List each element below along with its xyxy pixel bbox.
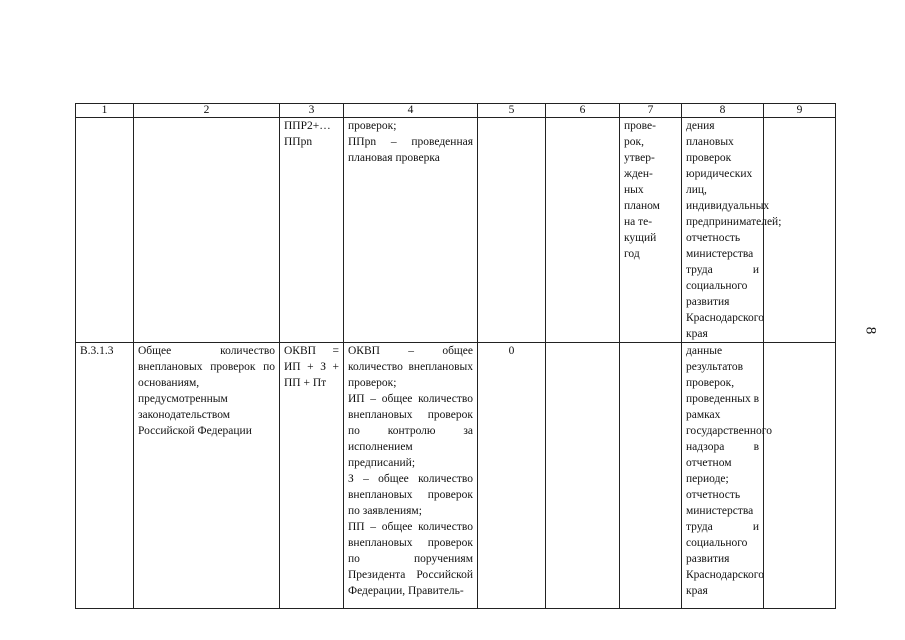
header-col-4: 4 <box>344 104 478 118</box>
header-row <box>76 104 836 118</box>
cell-code: В.3.1.3 <box>76 343 134 609</box>
cell-col-9 <box>764 343 836 609</box>
cell-col-9 <box>764 118 836 343</box>
table-row <box>76 118 836 343</box>
cell-formula: ППР2+… ППрn <box>280 118 344 343</box>
header-col-2: 2 <box>134 104 280 118</box>
cell-value <box>478 118 546 343</box>
cell-col-6 <box>546 118 620 343</box>
cell-data-source: данные результатов проверок, проведенных в рамках государственного надзора в отчетном периоде; отчетность министерства труда и социального развития Краснодарского края <box>682 343 764 609</box>
header-col-9: 9 <box>764 104 836 118</box>
cell-code <box>76 118 134 343</box>
cell-indicator-name: Общее количество внеплановых проверок по основаниям, предусмотренным законодательством Российской Федерации <box>134 343 280 609</box>
cell-col-7: прове- рок, утвер- жден- ных планом на те- кущий год <box>620 118 682 343</box>
cell-value: 0 <box>478 343 546 609</box>
page-number: 8 <box>862 326 879 335</box>
header-col-5: 5 <box>478 104 546 118</box>
cell-formula: ОКВП = ИП + З + ПП + Пт <box>280 343 344 609</box>
cell-col-6 <box>546 343 620 609</box>
cell-data-source: дения плановых проверок юридических лиц, индивидуальных предпринимателей; отчетность министерства труда и социального развития Краснодарского края <box>682 118 764 343</box>
header-col-7: 7 <box>620 104 682 118</box>
cell-col-7 <box>620 343 682 609</box>
cell-formula-description: ОКВП – общее количество внеплановых проверок; ИП – общее количество внеплановых проверок по контролю за исполнением предписаний; З – общее количество внеплановых проверок по заявлениям; ПП – общее количество внеплановых проверок по поручениям Президента Российской Федерации, Правитель- <box>344 343 478 609</box>
indicator-table <box>75 103 836 609</box>
header-col-3: 3 <box>280 104 344 118</box>
header-col-6: 6 <box>546 104 620 118</box>
cell-formula-description: проверок; ППрn – проведенная плановая проверка <box>344 118 478 343</box>
cell-indicator-name <box>134 118 280 343</box>
header-col-1: 1 <box>76 104 134 118</box>
header-col-8: 8 <box>682 104 764 118</box>
table-row <box>76 343 836 609</box>
